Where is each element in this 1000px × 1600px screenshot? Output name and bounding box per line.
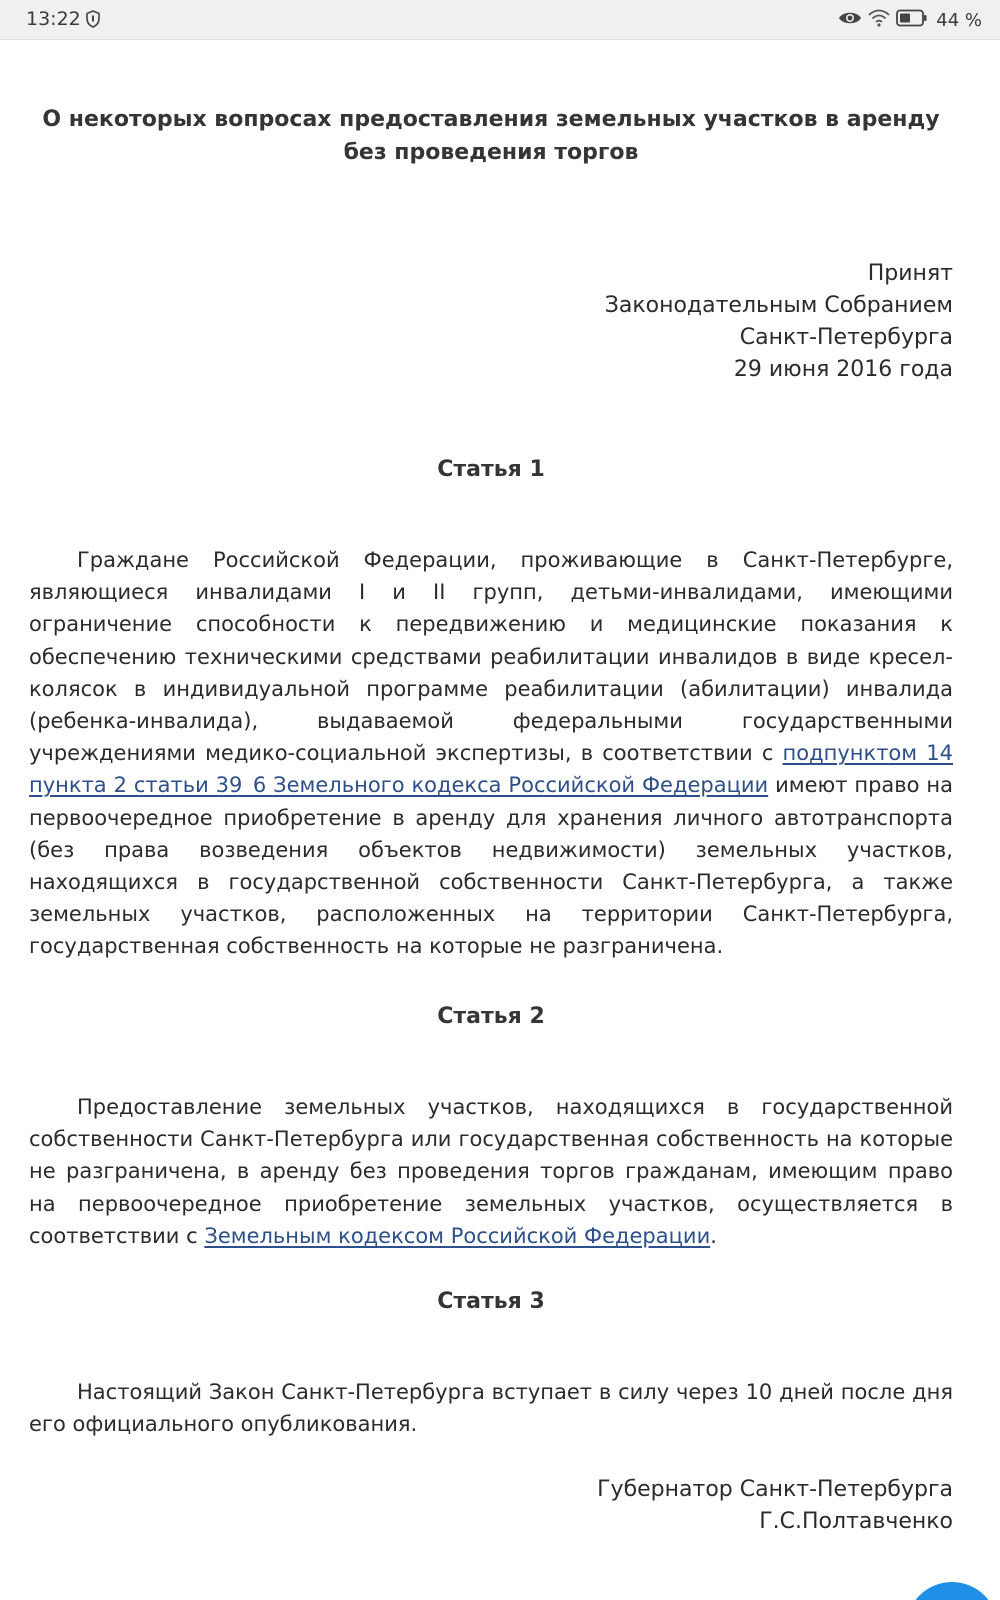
article-2-text-end: . [710, 1223, 717, 1248]
document-title: О некоторых вопросах предоставления земельных участков в аренду без проведения торгов [42, 107, 940, 165]
adoption-block [453, 258, 953, 386]
adoption-line: Законодательным Собранием [604, 293, 953, 318]
adoption-line: Принят [867, 261, 953, 286]
article-2-text [29, 1091, 953, 1252]
article-1-heading: Статья 1 [437, 457, 545, 482]
floating-action-button[interactable] [906, 1582, 998, 1600]
land-code-article-link[interactable]: подпунктом 14 пункта 2 статьи 39_6 Земельного кодекса Российской Федерации [29, 741, 953, 798]
wifi-icon [868, 9, 890, 31]
article-1-text [29, 544, 953, 963]
status-time: 13:22 [26, 8, 81, 30]
adoption-line: Санкт-Петербурга [739, 325, 953, 350]
article-2-heading: Статья 2 [437, 1004, 545, 1029]
signature-block [453, 1474, 953, 1538]
signature-name: Г.С.Полтавченко [759, 1509, 953, 1534]
battery-percent: 44 % [936, 9, 982, 31]
signature-position: Губернатор Санкт-Петербурга [597, 1477, 953, 1502]
article-1-text-start: Граждане Российской Федерации, проживающие в Санкт-Петербурге, являющиеся инвалидами I и II групп, детьми-инвалидами, имеющими ограничение способности к передвижению и медицинские показания к обеспечению техническими средствами реабилитации инвалидов в виде кресел-колясок в индивидуальной программе реабилитации (абилитации) инвалида (ребенка-инвалида), выдаваемой федеральными государственными учреждениями медико-социальной экспертизы, в соответствии с [29, 548, 953, 766]
adoption-date: 29 июня 2016 года [733, 357, 953, 382]
article-3-text: Настоящий Закон Санкт-Петербурга вступает в силу через 10 дней после дня его официального опубликования. [29, 1380, 953, 1437]
article-1-text-end: имеют право на первоочередное приобретение в аренду для хранения личного автотранспорта (без права возведения объектов недвижимости) земельных участков, находящихся в государственной собственности Санкт-Петербурга, а также земельных участков, расположенных на территории Санкт-Петербурга, государственная собственность на которые не разграничена. [29, 773, 953, 959]
land-code-link[interactable]: Земельным кодексом Российской Федерации [204, 1223, 711, 1248]
status-icons [838, 9, 982, 31]
eye-icon [838, 9, 862, 31]
shield-icon [86, 10, 100, 32]
status-bar [0, 0, 1000, 40]
article-2-text-start: Предоставление земельных участков, находящихся в государственной собственности Санкт-Петербурга или государственная собственность на которые не разграничена, в аренду без проведения торгов гражданам, имеющим право на первоочередное приобретение земельных участков, осуществляется в соответствии с [29, 1095, 953, 1248]
battery-icon [896, 9, 928, 31]
article-3-heading: Статья 3 [437, 1289, 545, 1314]
